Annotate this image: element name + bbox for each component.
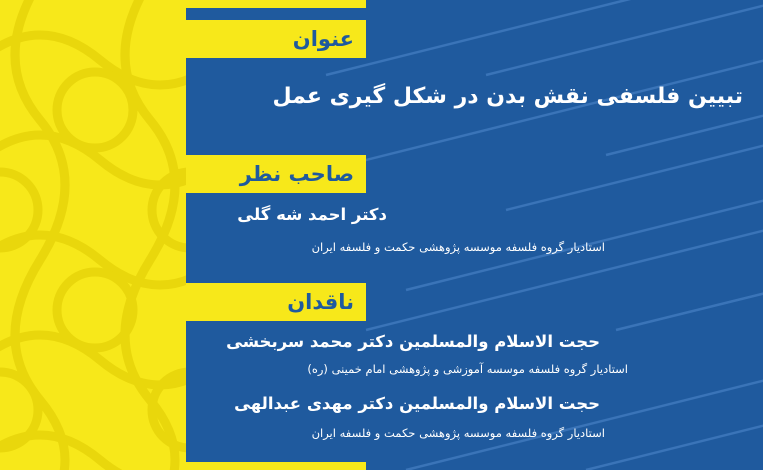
presenter-name: دکتر احمد شه گلی xyxy=(237,205,387,224)
critics-header: ناقدان xyxy=(186,283,366,321)
presenter-header: صاحب نظر xyxy=(186,155,366,193)
bottom-yellow-strip xyxy=(186,462,366,470)
top-yellow-strip xyxy=(186,0,366,8)
critic-affiliation: استادیار گروه فلسفه موسسه پژوهشی حکمت و فلسفه ایران xyxy=(311,426,605,440)
critic-name: حجت الاسلام والمسلمین دکتر مهدی عبدالهی xyxy=(234,394,600,413)
critic-name: حجت الاسلام والمسلمین دکتر محمد سربخشی xyxy=(226,332,600,351)
presenter-affiliation: استادیار گروه فلسفه موسسه پژوهشی حکمت و فلسفه ایران xyxy=(311,240,605,254)
title-header: عنوان xyxy=(186,20,366,58)
talk-title: تبیین فلسفی نقش بدن در شکل گیری عمل xyxy=(272,84,743,109)
critic-affiliation: استادیار گروه فلسفه موسسه آموزشی و پژوهشی امام خمینی (ره) xyxy=(307,362,628,376)
geometric-pattern-background xyxy=(0,0,190,470)
